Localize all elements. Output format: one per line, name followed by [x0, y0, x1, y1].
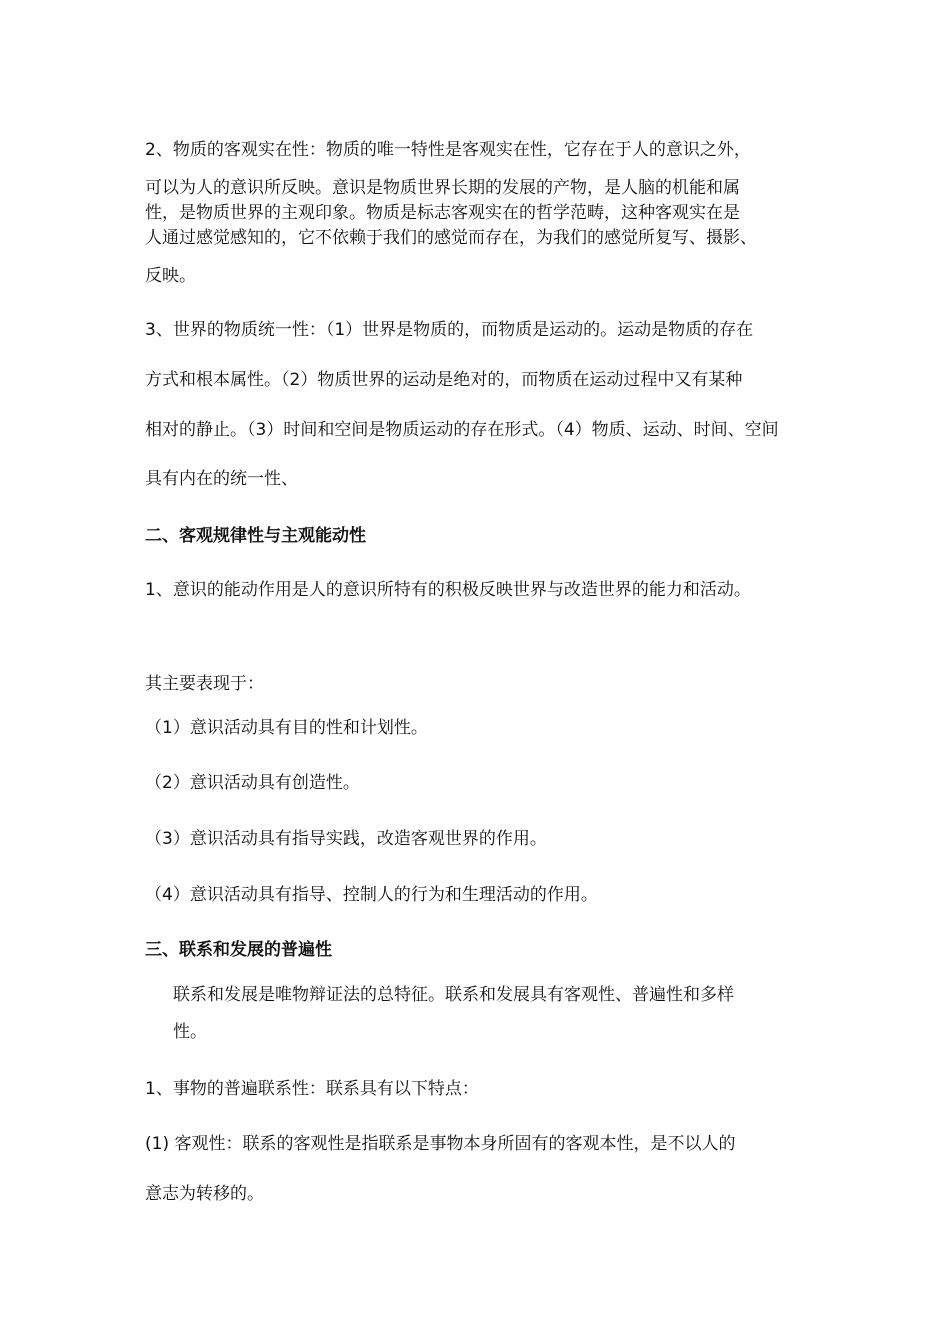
section-heading-2: 二、客观规律性与主观能动性 [145, 526, 366, 546]
paragraph-3-line-2: 方式和根本属性。（2）物质世界的运动是绝对的，而物质在运动过程中又有某种 [145, 370, 743, 390]
paragraph-3-line-4: 具有内在的统一性、 [145, 469, 298, 489]
section-3-summary-line-1: 联系和发展是唯物辩证法的总特征。联系和发展具有客观性、普遍性和多样 [173, 985, 734, 1005]
list-item: （3）意识活动具有指导实践，改造客观世界的作用。 [145, 829, 547, 849]
paragraph-2-line-3: 性，是物质世界的主观印象。物质是标志客观实在的哲学范畴，这种客观实在是 [145, 203, 740, 223]
section-heading-3: 三、联系和发展的普遍性 [145, 940, 332, 960]
paragraph-3-line-1: 3、世界的物质统一性：（1）世界是物质的，而物质是运动的。运动是物质的存在 [145, 320, 754, 340]
list-item: （4）意识活动具有指导、控制人的行为和生理活动的作用。 [145, 885, 598, 905]
paragraph-2-line-2: 可以为人的意识所反映。意识是物质世界长期的发展的产物，是人脑的机能和属 [145, 178, 740, 198]
paragraph-3-line-3: 相对的静止。（3）时间和空间是物质运动的存在形式。（4）物质、运动、时间、空间 [145, 420, 779, 440]
section-3-paragraph-1: 1、事物的普遍联系性：联系具有以下特点： [145, 1079, 479, 1099]
section-3-summary-line-2: 性。 [173, 1022, 207, 1042]
paragraph-2-line-4: 人通过感觉感知的，它不依赖于我们的感觉而存在，为我们的感觉所复写、摄影、 [145, 228, 757, 248]
paragraph-2-line-5: 反映。 [145, 266, 196, 286]
list-item: （1）意识活动具有目的性和计划性。 [145, 718, 428, 738]
paragraph-2-line-1: 2、物质的客观实在性：物质的唯一特性是客观实在性，它存在于人的意识之外， [145, 140, 751, 160]
list-item: （2）意识活动具有创造性。 [145, 773, 360, 793]
section-2-paragraph-1: 1、意识的能动作用是人的意识所特有的积极反映世界与改造世界的能力和活动。 [145, 580, 751, 600]
section-2-intro: 其主要表现于： [145, 674, 264, 694]
section-3-paragraph-2-line-1: (1) 客观性：联系的客观性是指联系是事物本身所固有的客观本性，是不以人的 [145, 1134, 736, 1154]
section-3-paragraph-2-line-2: 意志为转移的。 [145, 1184, 264, 1204]
